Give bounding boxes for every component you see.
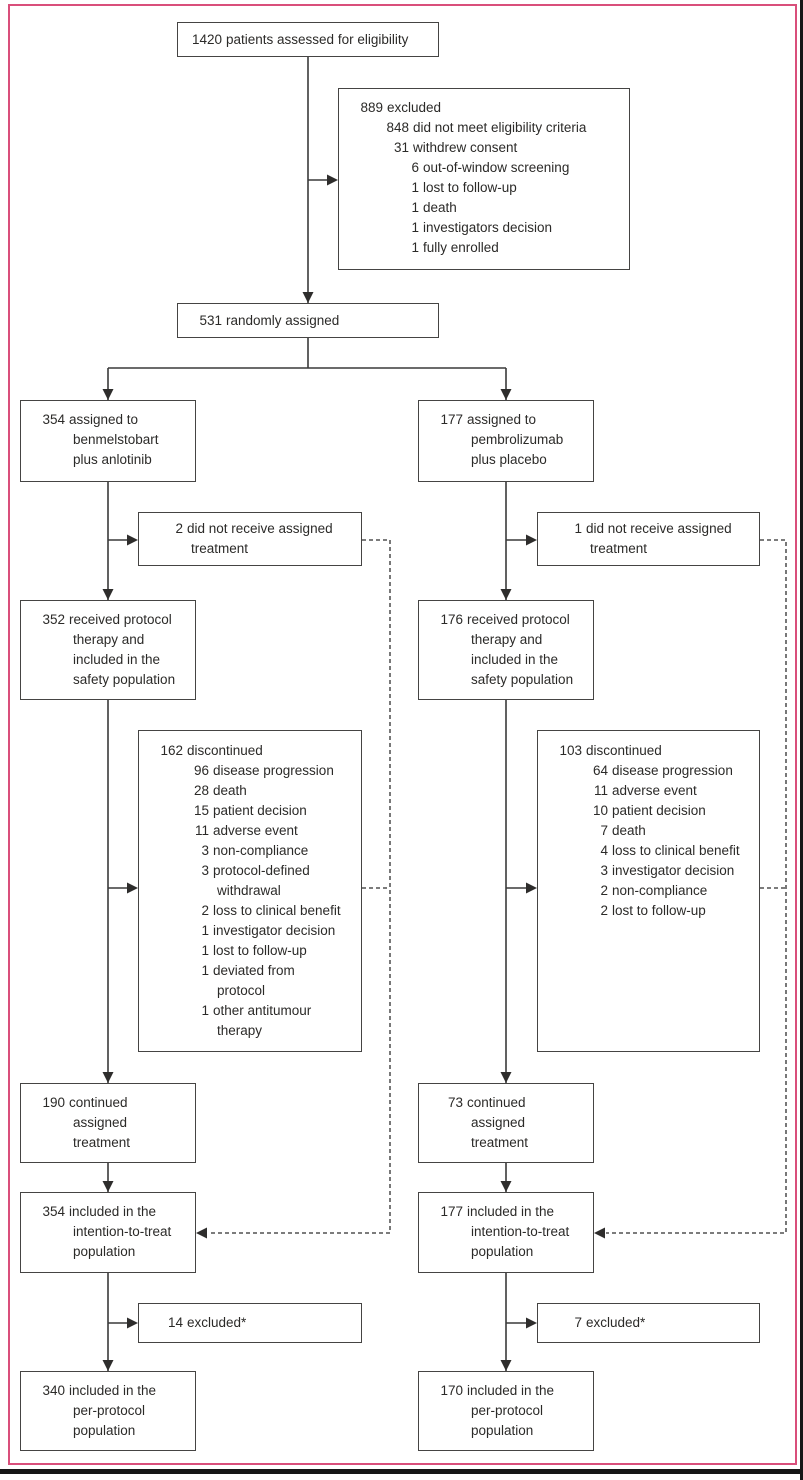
box-line: [151, 881, 357, 901]
box-line: [550, 761, 755, 781]
line-count: 2: [201, 903, 209, 918]
box-line: [151, 921, 357, 941]
line-count: 354: [42, 412, 65, 427]
box-line: [351, 98, 625, 118]
box-line: [151, 1001, 357, 1021]
line-text: other antitumour: [213, 1003, 312, 1018]
box-line: [431, 1381, 589, 1401]
box-continued-treatment-left: [20, 1083, 196, 1163]
line-count: 3: [201, 863, 209, 878]
box-line: [33, 450, 191, 470]
line-text: investigators decision: [423, 220, 553, 235]
line-text: treatment: [471, 1135, 529, 1150]
box-line: [33, 630, 191, 650]
line-text: assigned: [471, 1115, 526, 1130]
box-line: [550, 901, 755, 921]
box-line: [431, 1093, 589, 1113]
line-count: 1: [574, 521, 582, 536]
box-line: [351, 238, 625, 258]
line-count: 170: [440, 1383, 463, 1398]
line-text: plus placebo: [471, 452, 547, 467]
line-text: withdrew consent: [413, 140, 518, 155]
box-line: [151, 861, 357, 881]
box-line: [550, 519, 755, 539]
line-count: 1420: [191, 31, 222, 47]
line-text: out-of-window screening: [423, 160, 570, 175]
line-text: randomly assigned: [226, 312, 340, 328]
line-text: intention-to-treat: [73, 1224, 172, 1239]
box-line: [151, 841, 357, 861]
line-text: treatment: [73, 1135, 131, 1150]
line-text: disease progression: [213, 763, 334, 778]
box-line: [351, 198, 625, 218]
box-line: [33, 1093, 191, 1113]
box-line: [351, 218, 625, 238]
box-line: [550, 1313, 755, 1333]
line-text: did not meet eligibility criteria: [413, 120, 587, 135]
line-text: per-protocol: [73, 1403, 146, 1418]
line-count: 1: [201, 963, 209, 978]
box-line: [151, 519, 357, 539]
box-line: [33, 430, 191, 450]
line-count: 64: [592, 763, 608, 778]
box-line: [550, 881, 755, 901]
line-text: adverse event: [213, 823, 298, 838]
line-text: death: [612, 823, 646, 838]
box-line: [151, 539, 357, 559]
line-text: treatment: [191, 541, 249, 556]
line-count: 11: [593, 783, 608, 798]
box-line: [33, 650, 191, 670]
line-count: 340: [42, 1383, 65, 1398]
line-text: did not receive assigned: [187, 521, 333, 536]
line-text: therapy: [217, 1023, 263, 1038]
line-count: 31: [393, 140, 409, 155]
line-text: population: [73, 1244, 136, 1259]
line-text: assigned to: [467, 412, 537, 427]
box-line: [550, 741, 755, 761]
line-text: lost to follow-up: [423, 180, 517, 195]
line-text: assigned: [73, 1115, 128, 1130]
line-count: 889: [360, 100, 383, 115]
box-line: [33, 1113, 191, 1133]
box-line: [151, 781, 357, 801]
box-excluded-from-pp-right: [537, 1303, 760, 1343]
box-itt-population-left: [20, 1192, 196, 1273]
line-text: adverse event: [612, 783, 697, 798]
line-text: fully enrolled: [423, 240, 499, 255]
line-count: 531: [199, 312, 222, 328]
line-text: non-compliance: [612, 883, 708, 898]
line-count: 354: [42, 1204, 65, 1219]
box-line: [431, 650, 589, 670]
box-continued-treatment-right: [418, 1083, 594, 1163]
box-line: [151, 941, 357, 961]
line-text: deviated from: [213, 963, 295, 978]
box-line: [151, 961, 357, 981]
box-line: [550, 781, 755, 801]
box-pp-population-right: [418, 1371, 594, 1451]
box-line: [431, 450, 589, 470]
box-arm-pembrolizumab-assigned: [418, 400, 594, 482]
box-pp-population-left: [20, 1371, 196, 1451]
line-count: 848: [386, 120, 409, 135]
line-text: loss to clinical benefit: [612, 843, 740, 858]
box-line: [151, 981, 357, 1001]
box-line: [431, 1421, 589, 1441]
line-text: excluded*: [586, 1315, 646, 1330]
line-count: 11: [194, 823, 209, 838]
line-text: included in the: [69, 1383, 157, 1398]
line-text: included in the: [471, 652, 559, 667]
line-text: safety population: [471, 672, 574, 687]
box-line: [151, 801, 357, 821]
box-line: [431, 630, 589, 650]
line-count: 176: [440, 612, 463, 627]
box-line: [351, 178, 625, 198]
line-text: benmelstobart: [73, 432, 159, 447]
box-line: [33, 1381, 191, 1401]
line-count: 1: [411, 200, 419, 215]
line-text: therapy and: [73, 632, 145, 647]
line-text: assigned to: [69, 412, 139, 427]
box-line: [33, 610, 191, 630]
line-count: 7: [574, 1315, 582, 1330]
line-text: excluded: [387, 100, 442, 115]
box-not-received-treatment-right: [537, 512, 760, 566]
line-text: death: [423, 200, 457, 215]
line-count: 3: [201, 843, 209, 858]
line-text: lost to follow-up: [213, 943, 307, 958]
line-count: 96: [193, 763, 209, 778]
box-line: [431, 1202, 589, 1222]
box-line: [550, 841, 755, 861]
line-count: 177: [440, 412, 463, 427]
box-line: [351, 118, 625, 138]
line-text: lost to follow-up: [612, 903, 706, 918]
line-count: 1: [411, 180, 419, 195]
line-text: treatment: [590, 541, 648, 556]
line-count: 1: [201, 943, 209, 958]
line-text: investigator decision: [213, 923, 336, 938]
box-arm-benmelstobart-assigned: [20, 400, 196, 482]
line-text: population: [471, 1423, 534, 1438]
line-count: 3: [600, 863, 608, 878]
box-line: [151, 761, 357, 781]
line-count: 14: [167, 1315, 183, 1330]
line-count: 7: [600, 823, 608, 838]
line-text: continued: [467, 1095, 526, 1110]
line-text: patient decision: [612, 803, 706, 818]
box-line: [550, 821, 755, 841]
line-count: 352: [42, 612, 65, 627]
line-text: continued: [69, 1095, 128, 1110]
line-count: 6: [411, 160, 419, 175]
box-line: [351, 138, 625, 158]
line-text: protocol-defined: [213, 863, 310, 878]
box-line: [351, 158, 625, 178]
line-count: 2: [600, 883, 608, 898]
box-discontinued-left: [138, 730, 362, 1052]
box-line: [190, 30, 434, 50]
box-excluded-from-pp-left: [138, 1303, 362, 1343]
box-line: [431, 410, 589, 430]
line-count: 103: [559, 743, 582, 758]
line-count: 1: [411, 240, 419, 255]
line-count: 73: [447, 1095, 463, 1110]
line-text: therapy and: [471, 632, 543, 647]
line-text: plus anlotinib: [73, 452, 152, 467]
line-text: excluded*: [187, 1315, 247, 1330]
box-line: [550, 861, 755, 881]
box-line: [33, 1242, 191, 1262]
line-text: discontinued: [586, 743, 662, 758]
box-eligibility-assessed: [177, 22, 439, 57]
line-count: 15: [193, 803, 209, 818]
line-text: discontinued: [187, 743, 263, 758]
box-line: [33, 670, 191, 690]
line-text: non-compliance: [213, 843, 309, 858]
line-text: population: [471, 1244, 534, 1259]
box-line: [550, 539, 755, 559]
box-line: [33, 410, 191, 430]
box-line: [151, 1021, 357, 1041]
box-line: [151, 901, 357, 921]
line-count: 10: [592, 803, 608, 818]
line-text: safety population: [73, 672, 176, 687]
line-text: disease progression: [612, 763, 733, 778]
line-text: patient decision: [213, 803, 307, 818]
box-discontinued-right: [537, 730, 760, 1052]
line-count: 2: [600, 903, 608, 918]
box-line: [151, 821, 357, 841]
line-count: 28: [193, 783, 209, 798]
line-count: 1: [411, 220, 419, 235]
line-text: loss to clinical benefit: [213, 903, 341, 918]
line-text: population: [73, 1423, 136, 1438]
box-line: [151, 1313, 357, 1333]
box-line: [431, 1113, 589, 1133]
box-line: [33, 1202, 191, 1222]
line-text: did not receive assigned: [586, 521, 732, 536]
box-line: [431, 1242, 589, 1262]
line-text: included in the: [467, 1204, 555, 1219]
line-text: intention-to-treat: [471, 1224, 570, 1239]
box-line: [550, 801, 755, 821]
box-line: [33, 1401, 191, 1421]
box-safety-population-right: [418, 600, 594, 700]
box-line: [151, 741, 357, 761]
box-line: [431, 1222, 589, 1242]
line-text: included in the: [467, 1383, 555, 1398]
box-itt-population-right: [418, 1192, 594, 1273]
line-text: withdrawal: [217, 883, 281, 898]
box-line: [33, 1222, 191, 1242]
box-not-received-treatment-left: [138, 512, 362, 566]
line-text: received protocol: [69, 612, 172, 627]
line-count: 1: [201, 1003, 209, 1018]
line-text: per-protocol: [471, 1403, 544, 1418]
line-count: 1: [201, 923, 209, 938]
line-text: protocol: [217, 983, 266, 998]
line-text: pembrolizumab: [471, 432, 564, 447]
line-text: included in the: [73, 652, 161, 667]
line-text: patients assessed for eligibility: [226, 31, 409, 47]
line-text: investigator decision: [612, 863, 735, 878]
line-count: 162: [160, 743, 183, 758]
box-line: [33, 1133, 191, 1153]
box-line: [431, 430, 589, 450]
box-safety-population-left: [20, 600, 196, 700]
box-line: [33, 1421, 191, 1441]
line-count: 190: [42, 1095, 65, 1110]
line-count: 4: [600, 843, 608, 858]
line-count: 2: [175, 521, 183, 536]
box-line: [431, 670, 589, 690]
box-randomly-assigned: [177, 303, 439, 338]
line-text: received protocol: [467, 612, 570, 627]
box-excluded-before-randomisation: [338, 88, 630, 270]
line-text: death: [213, 783, 247, 798]
line-count: 177: [440, 1204, 463, 1219]
box-line: [431, 610, 589, 630]
box-line: [431, 1133, 589, 1153]
box-line: [431, 1401, 589, 1421]
box-line: [190, 311, 434, 331]
line-text: included in the: [69, 1204, 157, 1219]
